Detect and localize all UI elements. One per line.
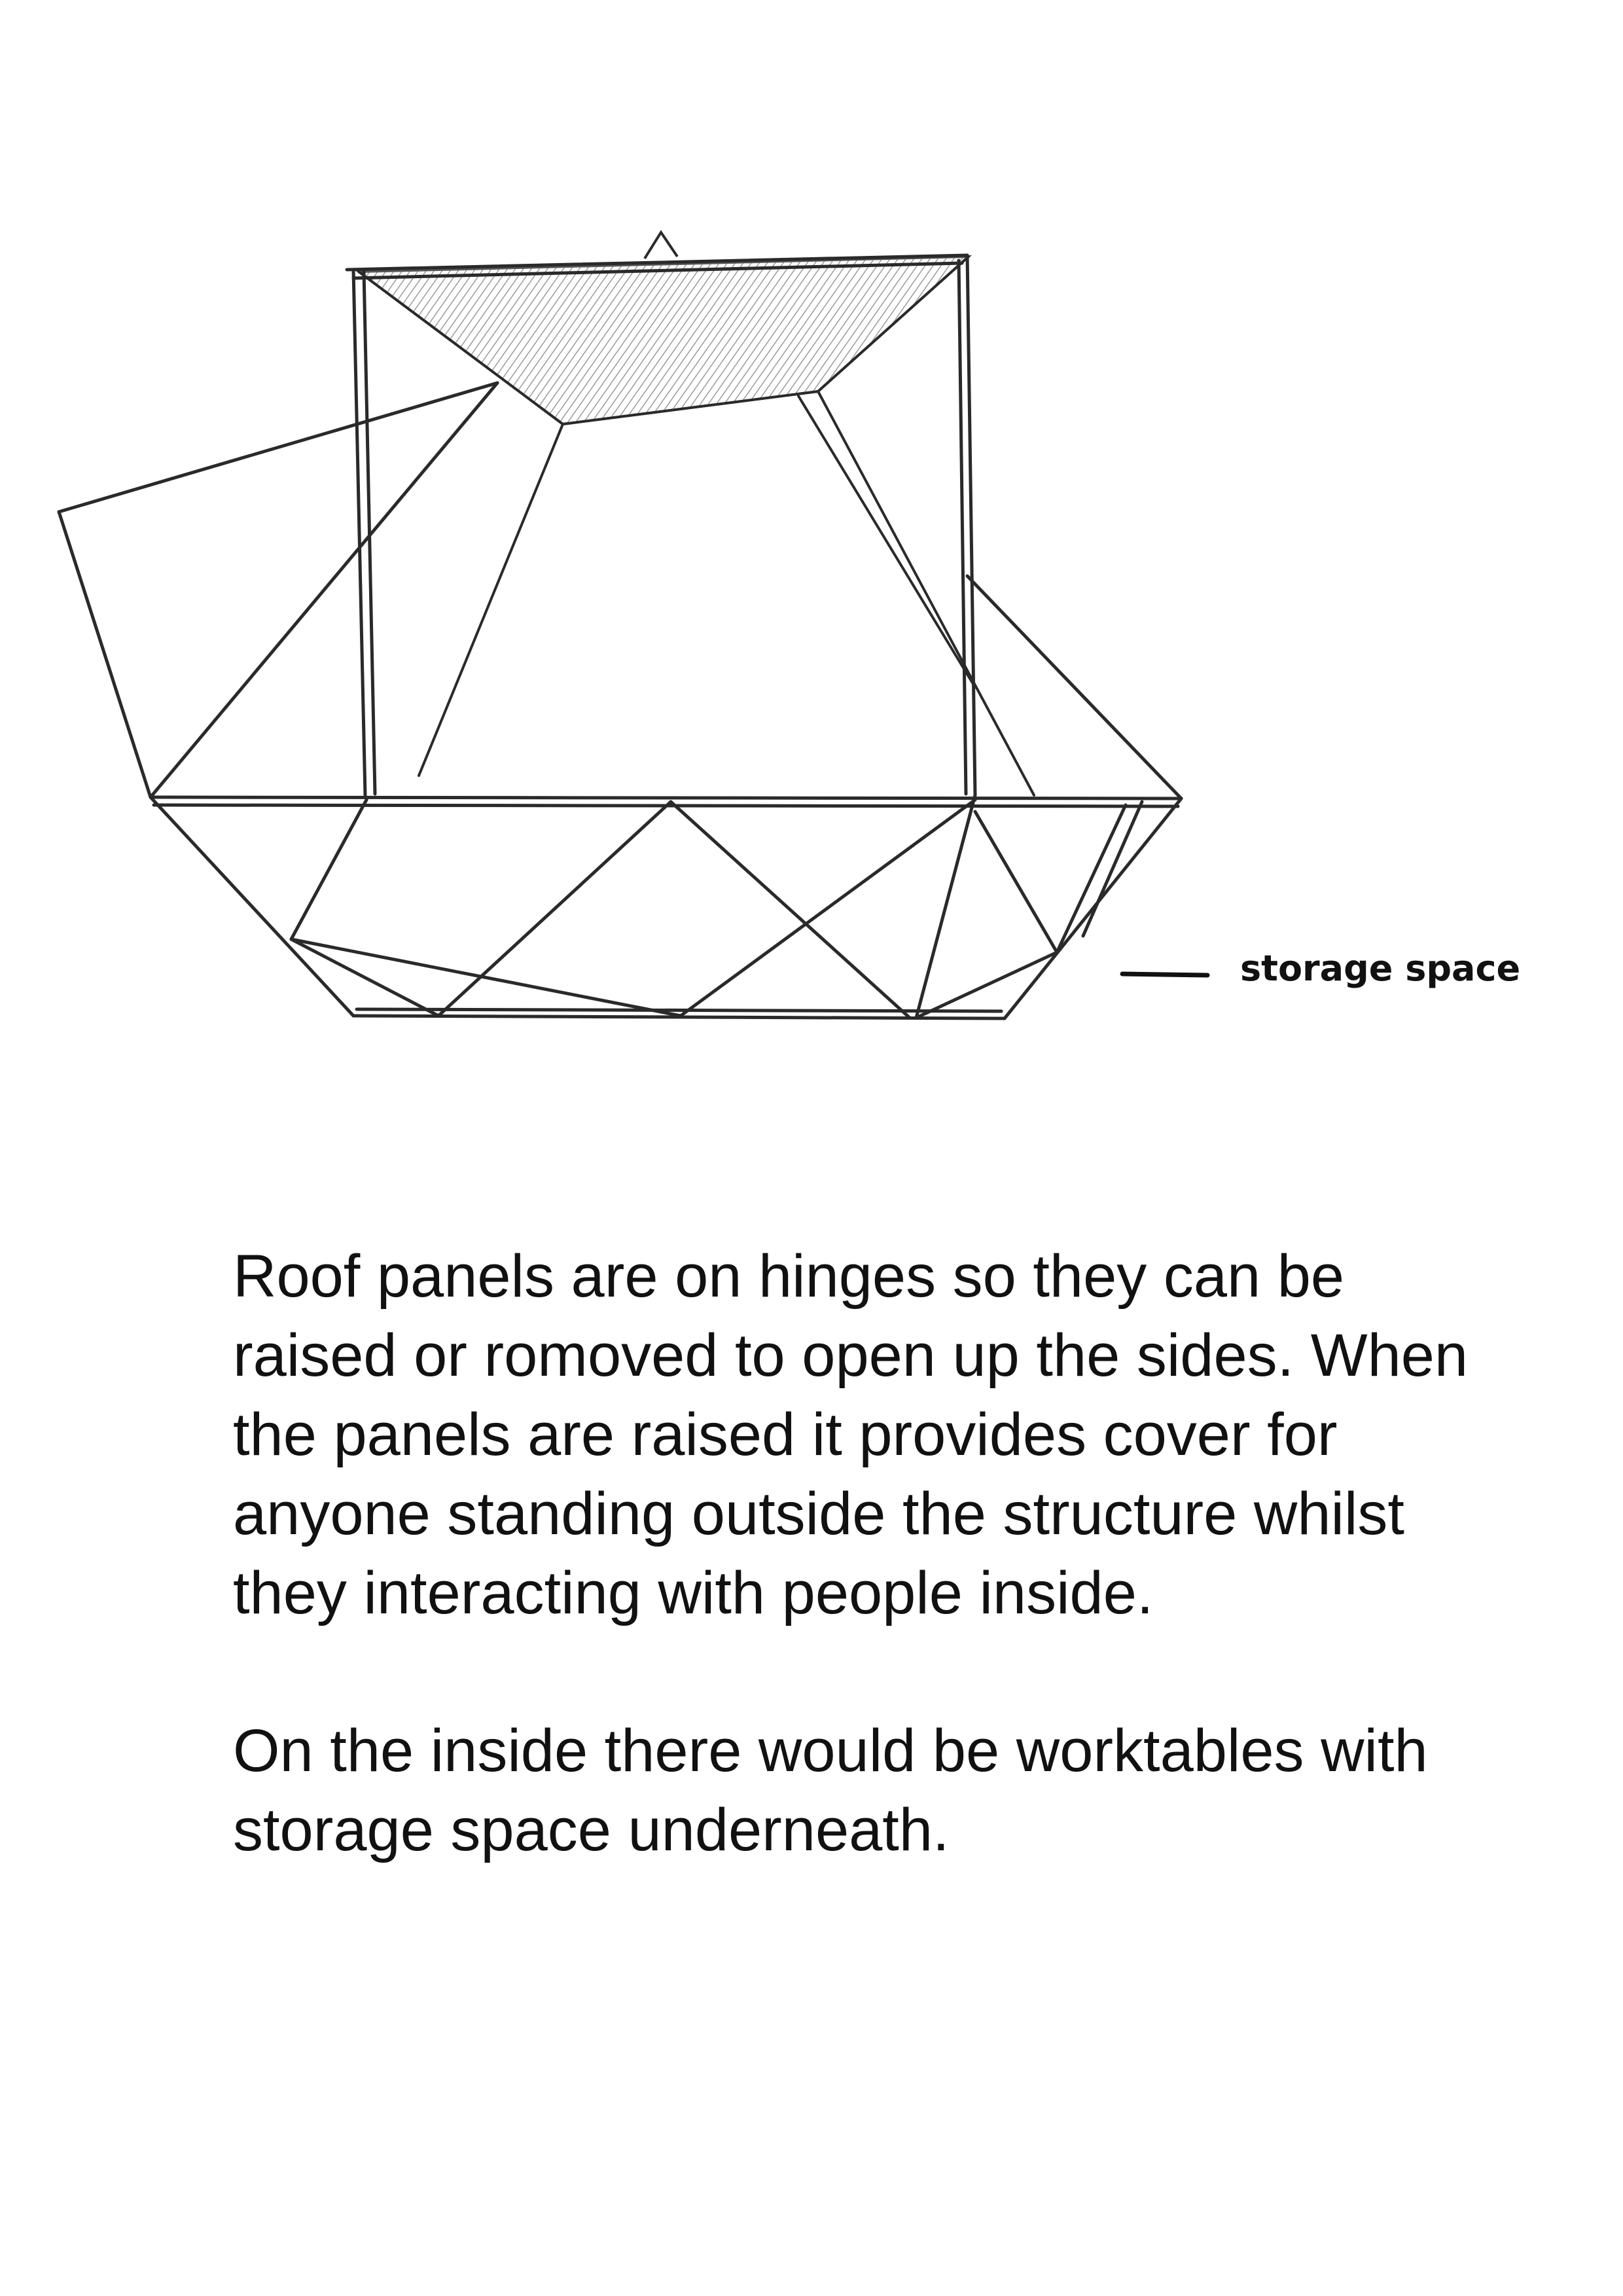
raised-left-panel [59, 383, 497, 797]
description-paragraph-1: Roof panels are on hinges so they can be raised or romoved to open up the sides. When the panels are raised it provides cover for anyone standing outside the structure whilst they interacting with people inside. [233, 1243, 1469, 1626]
roof-apex [645, 232, 677, 259]
description-text [233, 1237, 1476, 1948]
base-storage [151, 795, 1181, 1018]
description-paragraph-2: On the inside there would be worktables with storage space underneath. [233, 1717, 1428, 1863]
storage-space-label: storage space [1240, 948, 1521, 989]
callout-line [1122, 974, 1207, 975]
